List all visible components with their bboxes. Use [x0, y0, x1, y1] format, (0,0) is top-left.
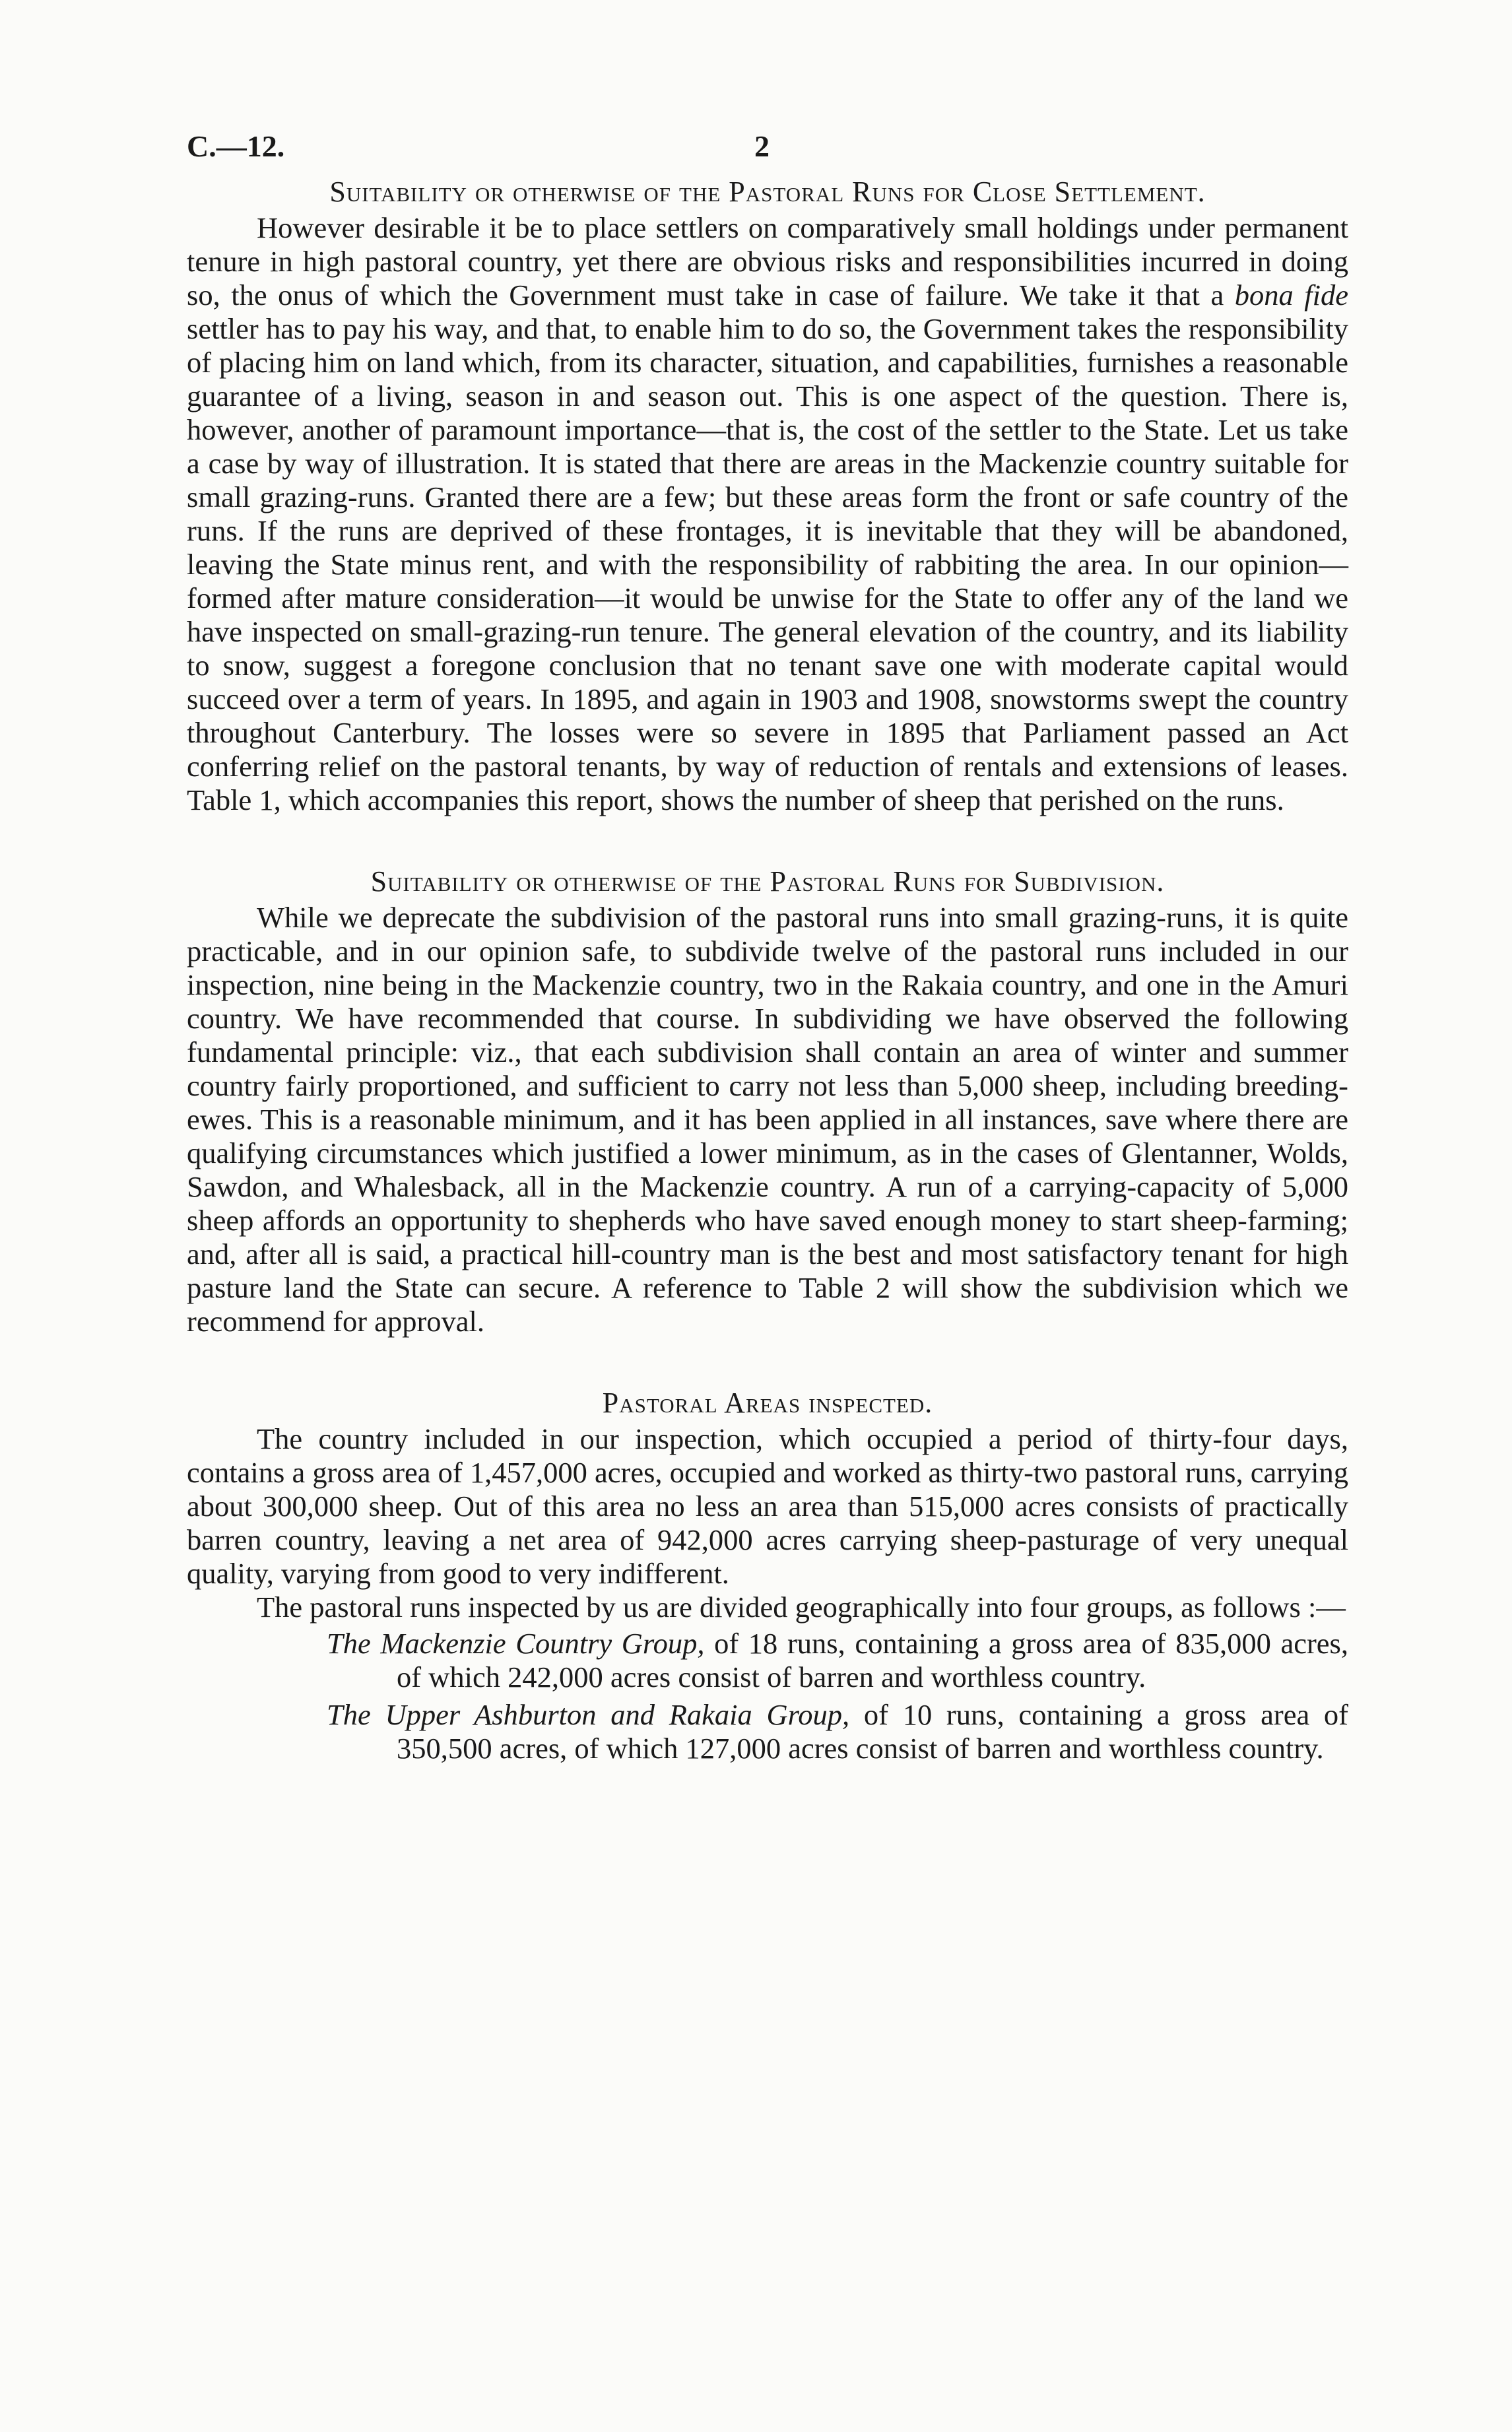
page-number: 2 [754, 129, 770, 163]
section-subdivision [187, 865, 1348, 1338]
italic-phrase: bona fide [1234, 279, 1349, 312]
document-page [187, 129, 1348, 1769]
list-item [187, 1627, 1348, 1694]
group-name: The Upper Ashburton and Rakaia Group, [327, 1698, 850, 1731]
paragraph: While we deprecate the subdivision of the pastoral runs into small grazing-runs, it is quite practicable, and in our opinion safe, to subdivide twelve of the pastoral runs included in our inspection, nine being in the Mackenzie country, two in the Rakaia country, and one in the Amuri country. We have recommended that course. In subdividing we have observed the following fundamental principle: viz., that each subdivision shall contain an area of winter and summer country fairly proportioned, and sufficient to carry not less than 5,000 sheep, including breeding-ewes. This is a reasonable minimum, and it has been applied in all instances, save where there are qualifying circumstances which justified a lower minimum, as in the cases of Glentanner, Wolds, Sawdon, and Whalesback, all in the Mackenzie country. A run of a carrying-capacity of 5,000 sheep affords an opportunity to shepherds who have saved enough money to start sheep-farming; and, after all is said, a practical hill-country man is the best and most satisfactory tenant for high pasture land the State can secure. A reference to Table 2 will show the subdivision which we recommend for approval. [187, 901, 1348, 1338]
paragraph [187, 211, 1348, 817]
document-reference: C.—12. [187, 129, 285, 163]
paragraph-text: settler has to pay his way, and that, to enable him to do so, the Government takes the responsibility of placing him on land which, from its character, situation, and capabilities, furnishes a reasonable guarantee of a living, season in and season out. This is one aspect of the question. There is, however, another of paramount importance—that is, the cost of the settler to the State. Let us take a case by way of illustration. It is stated that there are areas in the Mackenzie country suitable for small grazing-runs. Granted there are a few; but these areas form the front or safe country of the runs. If the runs are deprived of these frontages, it is inevitable that they will be abandoned, leaving the State minus rent, and with the responsibility of rabbiting the area. In our opinion—formed after mature consideration—it would be unwise for the State to offer any of the land we have inspected on small-grazing-run tenure. The general elevation of the country, and its liability to snow, suggest a foregone conclusion that no tenant save one with moderate capital would succeed over a term of years. In 1895, and again in 1903 and 1908, snowstorms swept the country throughout Canterbury. The losses were so severe in 1895 that Parliament passed an Act conferring relief on the pastoral tenants, by way of reduction of rentals and extensions of leases. Table 1, which accompanies this report, shows the number of sheep that perished on the runs. [187, 312, 1348, 816]
paragraph-text: However desirable it be to place settlers on comparatively small holdings under permanent tenure in high pastoral country, yet there are obvious risks and responsibilities incurred in doing so, the onus of which the Government must take in case of failure. We take it that a [187, 211, 1348, 312]
group-description: of 18 runs, containing a gross area of 835,000 acres, of which 242,000 acres consist of barren and worthless country. [397, 1627, 1348, 1693]
section-heading: Suitability or otherwise of the Pastoral Runs for Subdivision. [370, 865, 1165, 898]
paragraph: The pastoral runs inspected by us are divided geographically into four groups, as follows :— [257, 1591, 1346, 1624]
group-list [187, 1627, 1348, 1765]
paragraph: The country included in our inspection, which occupied a period of thirty-four days, contains a gross area of 1,457,000 acres, occupied and worked as thirty-two pastoral runs, carrying about 300,000 sheep. Out of this area no less an area than 515,000 acres consists of practically barren country, leaving a net area of 942,000 acres carrying sheep-pasturage of very unequal quality, varying from good to very indifferent. [187, 1422, 1348, 1590]
group-description: of 10 runs, containing a gross area of 350,500 acres, of which 127,000 acres consist of barren and worthless country. [397, 1698, 1348, 1765]
group-name: The Mackenzie Country Group, [327, 1627, 705, 1660]
section-pastoral-areas [187, 1386, 1348, 1765]
section-heading: Pastoral Areas inspected. [602, 1387, 933, 1419]
section-close-settlement [187, 175, 1348, 817]
section-heading: Suitability or otherwise of the Pastoral Runs for Close Settlement. [329, 176, 1206, 208]
running-head [187, 129, 1348, 175]
list-item [187, 1698, 1348, 1765]
